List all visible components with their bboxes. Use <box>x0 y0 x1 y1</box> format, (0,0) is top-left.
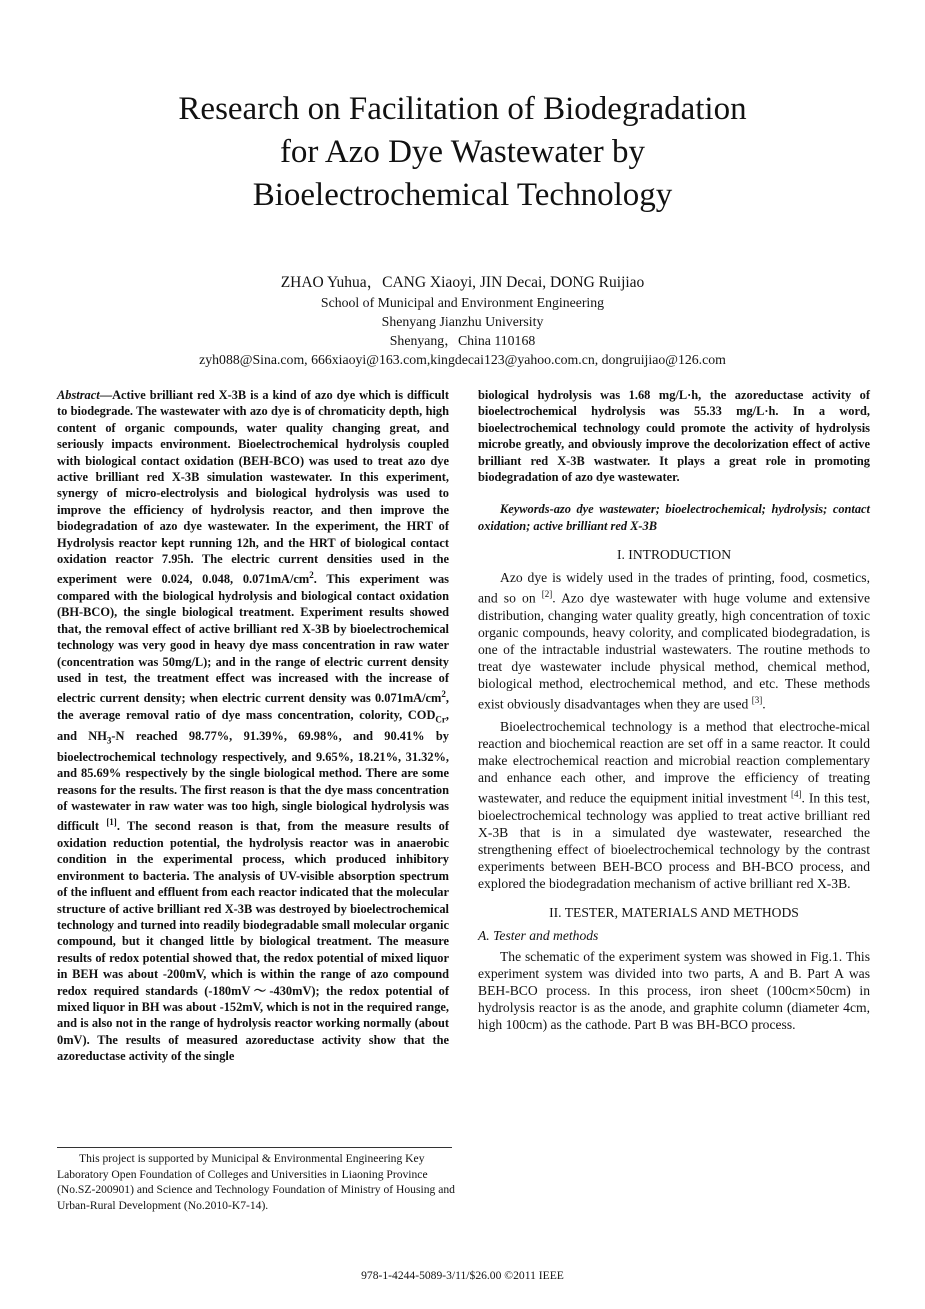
affiliation-emails: zyh088@Sina.com, 666xiaoyi@163.com,kingdecai123@yahoo.com.cn, dongruijiao@126.com <box>199 352 726 367</box>
section-heading-tester: II. TESTER, MATERIALS AND METHODS <box>549 904 799 920</box>
paper-title <box>0 88 925 217</box>
title-line-1: Research on Facilitation of Biodegradation <box>178 91 747 127</box>
affiliation-dept: School of Municipal and Environment Engineering <box>320 295 605 310</box>
footnote-rule <box>57 1147 452 1148</box>
citation-1: [1] <box>106 817 117 828</box>
abstract-continued: biological hydrolysis was 1.68 mg/L·h, the azoreductase activity of bioelectrochemical hydrolysis was 55.33 mg/L·h. In a word, bioelectrochemical technology could promote the activity of hydrolysis microbe greatly, and obviously improve the decolorization effect of active brilliant red X-3B wastwater. It plays a great role in promoting biodegradation of azo dye wastewater. <box>478 388 870 485</box>
abstract: Abstract—Active brilliant red X-3B is a kind of azo dye which is difficult to biodegrade. The wastewater with azo dye is of chromaticity depth, high content of organic compounds, water quality changing great, and seriously impacts environment. Bioelectrochemical hydrolysis coupled with biological contact oxidation (BEH-BCO) was used to treat azo dye active brilliant red X-3B simulation wastewater. In this experiment, synergy of micro-electrolysis and biological hydrolysis was used to improve the efficiency of hydrolysis reactor, and then improve the biodegradation of azo dye wastewater. In the experiment, the HRT of Hydrolysis reactor kept running 12h, and the HRT of biological contact oxidation reactor 7.95h. The electric current densities used in the experiment were 0.024, 0.048, $0.071mA/cm^2$. This experiment was compared with the biological hydrolysis and biological contact oxidation (BH-BCO), the single biological treatment. Experiment results showed that, the removal effect of active brilliant red X-3B by bioelectrochemical technology was very good in heavy dye mass concentration in raw water (concentration was 50mg/L); and in the range of electric current density used in test, the treatment effect was increased with the increase of electric current density; when electric current density was $0.071mA/cm^2$, the average removal ratio of dye mass concentration, colority, $COD_{Cr}$, and $NH_3-N$ reached 98.77%, 91.39%, 69.98%, and 90.41% by bioelectrochemical technology respectively, and 9.65%, 18.21%, 31.32%, and 85.69% respectively by the single biological method. There are some reasons for the results. The first reason is that the dye mass concentration of wastewater in raw water was too high, single biological hydrolysis was difficult [1]. The second reason is that, from the measure results of oxidation reduction potential, the hydrolysis reactor was in anaerobic condition in the experimental process, which produced inhibitory environment to bacteria. The analysis of UV-visible absorption spectrum of the influent and effluent from each reactor indicated that the molecular structure of active brilliant red X-3B was destroyed by bioelectrochemical technology and turned into readily biodegradable small molecular organic compound, but it changed little by biological treatment. The measure results of redox potential showed that, the redox potential of mixed liquor in BEH was about -200mV, which is within the range of azo compound redox required standards (-180mV～-430mV); the redox potential of mixed liquor in BH was about -152mV, which is not in the required range, and is also not in the range of hydrolysis reactor working normally (about 0mV). The results of measured azoreductase activity show that the azoreductase activity of the single <box>57 388 449 1064</box>
citation-4: [4] <box>790 789 802 800</box>
affiliation-university: Shenyang Jianzhu University <box>381 314 544 329</box>
tester-paragraph-1: The schematic of the experiment system was showed in Fig.1. This experiment system was divided into two parts, A and B. Part A was BEH-BCO process. In this process, iron sheet (100cm×50cm) in hydrolysis reactor is as the anode, and graphite column (diameter 4cm, high 100cm) as the cathode. Part B was BH-BCO process. <box>478 948 870 1032</box>
subsection-heading-tester: A. Tester and methods <box>478 927 599 943</box>
keywords: Keywords-azo dye wastewater; bioelectrochemical; hydrolysis; contact oxidation; active brilliant red X-3B <box>478 502 870 533</box>
isbn-copyright: 978-1-4244-5089-3/11/$26.00 ©2011 IEEE <box>361 1269 564 1282</box>
right-column <box>478 387 870 1033</box>
citation-3: [3] <box>751 694 763 705</box>
affiliation-city: Shenyang，China 110168 <box>389 333 536 348</box>
title-line-2: for Azo Dye Wastewater by <box>279 134 646 170</box>
section-heading-introduction: I. INTRODUCTION <box>616 547 732 563</box>
authors: ZHAO Yuhua，CANG Xiaoyi, JIN Decai, DONG Ruijiao <box>280 274 645 291</box>
intro-paragraph-2: Bioelectrochemical technology is a method that electroche-mical reaction and biochemical reaction are set off in a same reactor. It could make electrochemical reaction and microbial reaction complementary and enhance each other, and improve the efficiency of treating wastewater, and reduce the equipment initial investment [4]. In this test, bioelectrochemical technology was applied to treat active brilliant red X-3B that is in a simulated dye wastewater, researched the strengthening effect of bioelectrochemical technology by the contrast experiments between BEH-BCO process and BH-BCO process, and explored the biodegradation mechanism of active brilliant red X-3B. <box>478 719 870 891</box>
footnote: This project is supported by Municipal & Environmental Engineering Key Laboratory Open Foundation of Colleges and Universities in Liaoning Province (No.SZ-200901) and Science and Technology Foundation of Ministry of Housing and Urban-Rural Development (No.2010-K7-14). <box>57 1152 455 1212</box>
abstract-label: Abstract <box>57 388 100 402</box>
citation-2: [2] <box>541 589 553 600</box>
intro-paragraph-1: Azo dye is widely used in the trades of printing, food, cosmetics, and so on [2]. Azo dye wastewater with huge volume and extensive distribution, changing water quality greatly, high concentration of toxic organic compounds, heavy colority, and complicated biodegradation, is one of the intractable industrial wastewaters. The routine methods to treat dye wastewater include physical method, chemical method, biological method, electrochemical method, and etc. These methods exist obviously disadvantages when they are used [3]. <box>478 570 870 712</box>
title-line-3: Bioelectrochemical Technology <box>252 177 673 213</box>
